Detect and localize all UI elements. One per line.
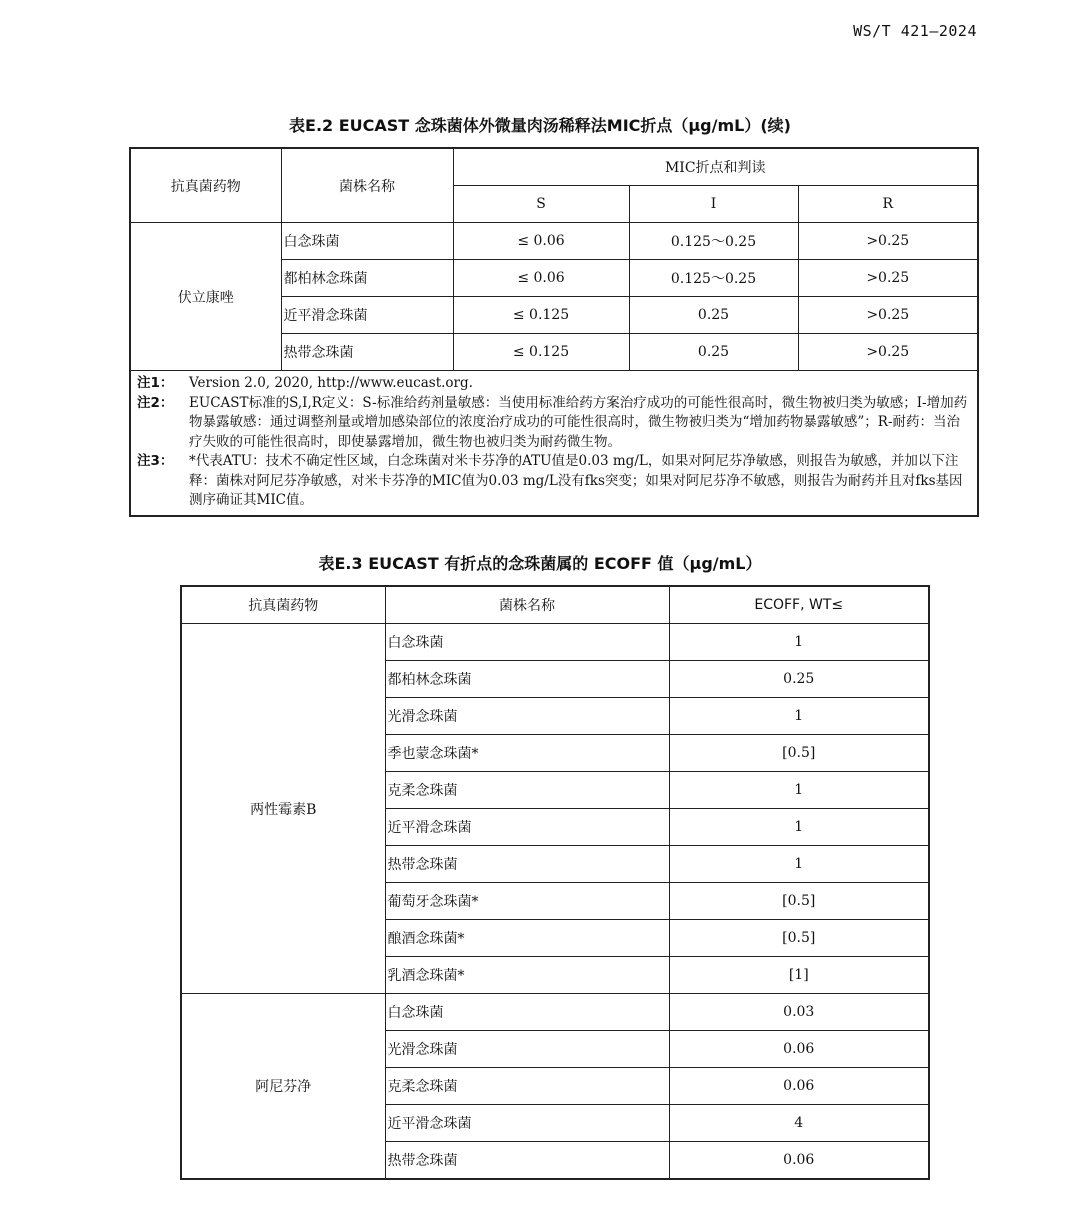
strain-cell: 克柔念珠菌	[385, 1068, 669, 1105]
note-2	[137, 394, 971, 453]
strain-cell: 乳酒念珠菌*	[385, 957, 669, 994]
standard-code: WS/T 421—2024	[853, 22, 977, 40]
s-cell: ≤ 0.06	[453, 260, 629, 297]
strain-cell: 都柏林念珠菌	[385, 661, 669, 698]
strain-cell: 热带念珠菌	[385, 846, 669, 883]
note-label: 注1：	[137, 375, 174, 391]
ecoff-cell: 0.06	[669, 1068, 929, 1105]
note-3	[137, 452, 971, 511]
table-row	[181, 624, 929, 661]
ecoff-cell: [0.5]	[669, 735, 929, 772]
strain-cell: 克柔念珠菌	[385, 772, 669, 809]
table-e3-caption: 表E.3 EUCAST 有折点的念珠菌属的 ECOFF 值（μg/mL）	[318, 554, 762, 573]
header-mic: MIC折点和判读	[453, 148, 978, 186]
ecoff-cell: [0.5]	[669, 883, 929, 920]
note-text: Version 2.0, 2020, http://www.eucast.org.	[189, 375, 473, 391]
header-ecoff: ECOFF, WT≤	[669, 586, 929, 624]
s-cell: ≤ 0.125	[453, 297, 629, 334]
s-cell: ≤ 0.06	[453, 223, 629, 260]
ecoff-cell: 1	[669, 624, 929, 661]
note-label: 注2：	[137, 394, 174, 411]
strain-cell: 都柏林念珠菌	[281, 260, 453, 297]
strain-cell: 热带念珠菌	[385, 1142, 669, 1180]
ecoff-cell: 0.06	[669, 1031, 929, 1068]
strain-cell: 近平滑念珠菌	[385, 1105, 669, 1142]
header-strain: 菌株名称	[385, 586, 669, 624]
strain-cell: 光滑念珠菌	[385, 698, 669, 735]
strain-cell: 葡萄牙念珠菌*	[385, 883, 669, 920]
note-text: EUCAST标准的S,I,R定义：S-标准给药剂量敏感：当使用标准给药方案治疗成功的可能性很高时，微生物被归类为敏感；I-增加药物暴露敏感：通过调整剂量或增加感染部位的浓度治疗成功的可能性很高时，微生物被归类为“增加药物暴露敏感”；R-耐药：当治疗失败的可能性很高时，即使暴露增加，微生物也被归类为耐药微生物。	[189, 394, 968, 450]
strain-cell: 热带念珠菌	[281, 334, 453, 371]
i-cell: 0.25	[629, 297, 798, 334]
r-cell: >0.25	[798, 223, 978, 260]
table-e3	[180, 585, 930, 1180]
ecoff-cell: [1]	[669, 957, 929, 994]
note-1	[137, 374, 971, 394]
header-s: S	[453, 186, 629, 223]
notes-cell	[130, 371, 978, 516]
strain-cell: 酿酒念珠菌*	[385, 920, 669, 957]
table-row	[181, 994, 929, 1031]
header-drug: 抗真菌药物	[181, 586, 385, 624]
header-drug: 抗真菌药物	[130, 148, 281, 223]
table-e2-caption: 表E.2 EUCAST 念珠菌体外微量肉汤稀释法MIC折点（μg/mL）(续)	[289, 116, 791, 135]
drug-cell: 两性霉素B	[181, 624, 385, 994]
ecoff-cell: 1	[669, 846, 929, 883]
ecoff-cell: 0.25	[669, 661, 929, 698]
i-cell: 0.25	[629, 334, 798, 371]
ecoff-cell: 1	[669, 698, 929, 735]
strain-cell: 季也蒙念珠菌*	[385, 735, 669, 772]
ecoff-cell: 1	[669, 772, 929, 809]
ecoff-cell: 0.03	[669, 994, 929, 1031]
strain-cell: 白念珠菌	[281, 223, 453, 260]
ecoff-cell: 1	[669, 809, 929, 846]
note-text: *代表ATU：技术不确定性区域，白念珠菌对米卡芬净的ATU值是0.03 mg/L，如果对阿尼芬净敏感，则报告为敏感，并加以下注释：菌株对阿尼芬净敏感，对米卡芬净的MIC值为0.03 mg/L没有fks突变；如果对阿尼芬净不敏感，则报告为耐药并且对fks基因测序确证其MIC值。	[189, 453, 963, 508]
note-label: 注3：	[137, 453, 174, 469]
table-row	[130, 223, 978, 260]
strain-cell: 近平滑念珠菌	[281, 297, 453, 334]
ecoff-cell: 4	[669, 1105, 929, 1142]
r-cell: >0.25	[798, 297, 978, 334]
header-r: R	[798, 186, 978, 223]
strain-cell: 光滑念珠菌	[385, 1031, 669, 1068]
notes-row	[130, 371, 978, 516]
r-cell: >0.25	[798, 260, 978, 297]
s-cell: ≤ 0.125	[453, 334, 629, 371]
ecoff-cell: 0.06	[669, 1142, 929, 1180]
table-e2	[129, 147, 979, 517]
header-strain: 菌株名称	[281, 148, 453, 223]
strain-cell: 近平滑念珠菌	[385, 809, 669, 846]
header-i: I	[629, 186, 798, 223]
drug-cell: 伏立康唑	[130, 223, 281, 371]
i-cell: 0.125～0.25	[629, 260, 798, 297]
i-cell: 0.125～0.25	[629, 223, 798, 260]
drug-cell: 阿尼芬净	[181, 994, 385, 1180]
r-cell: >0.25	[798, 334, 978, 371]
ecoff-cell: [0.5]	[669, 920, 929, 957]
strain-cell: 白念珠菌	[385, 624, 669, 661]
strain-cell: 白念珠菌	[385, 994, 669, 1031]
